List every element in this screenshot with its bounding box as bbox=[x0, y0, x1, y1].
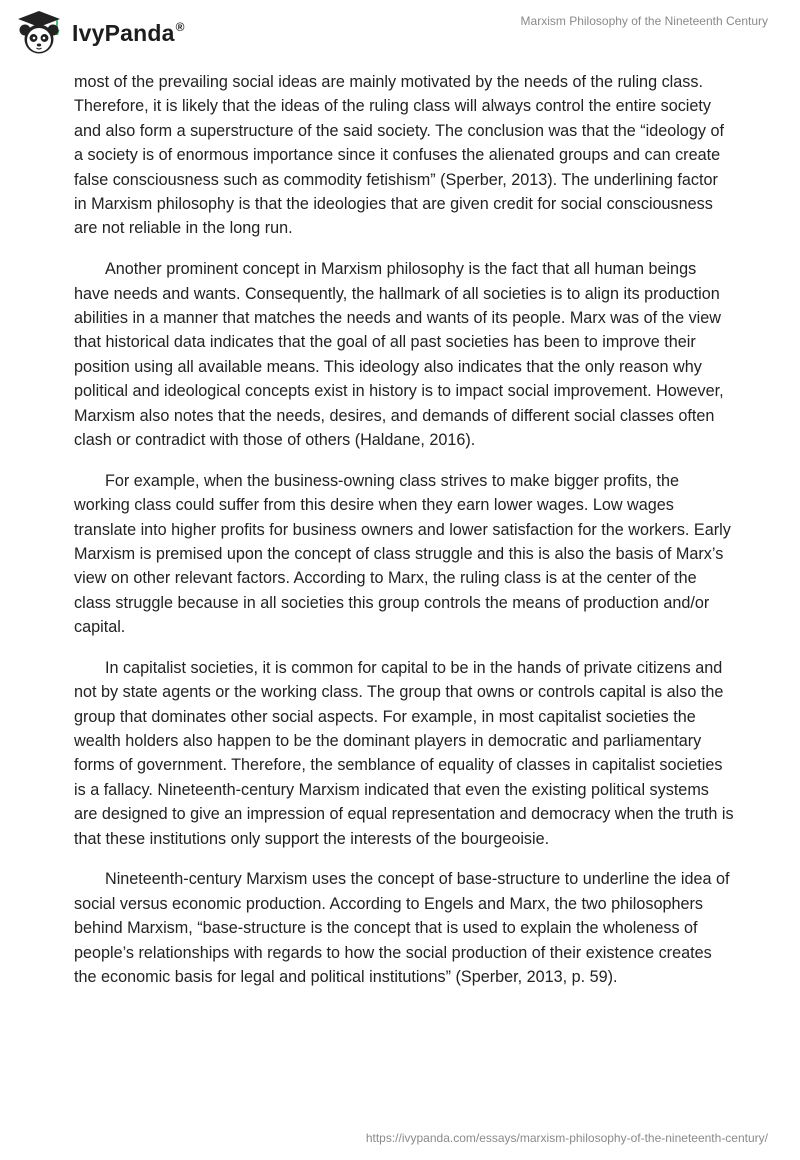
brand-name: IvyPanda® bbox=[72, 19, 185, 46]
paragraph-1: most of the prevailing social ideas are mainly motivated by the needs of the ruling class. Therefore, it is likely that the ideas of the ruling class will always control the entire society and also form a superstructure of the said society. The conclusion was that the “ideology of a society is of enormous importance since it confuses the alienated groups and can create false consciousness such as commodity fetishism” (Sperber, 2013). The underlining factor in Marxism philosophy is that the ideologies that are given credit for social consciousness are not reliable in the long run. bbox=[74, 73, 724, 238]
paragraph-3: For example, when the business-owning class strives to make bigger profits, the working class could suffer from this desire when they earn lower wages. Low wages translate into higher profits for business owners and lower satisfaction for the workers. Early Marxism is premised upon the concept of class struggle and this is also the basis of Marx’s view on other relevant factors. According to Marx, the ruling class is at the center of the class struggle because in all societies this group controls the means of production and/or capital. bbox=[74, 471, 731, 637]
paragraph-5: Nineteenth-century Marxism uses the concept of base-structure to underline the idea of social versus economic production. According to Engels and Marx, the two philosophers behind Marxism, “base-structure is the concept that is used to explain the wholeness of people’s relationships with regards to how the social production of their existence creates the economic basis for legal and political institutions” (Sperber, 2013, p. 59). bbox=[74, 870, 730, 986]
page-header bbox=[0, 0, 800, 70]
panda-graduation-cap-icon bbox=[14, 8, 64, 58]
paragraph-2: Another prominent concept in Marxism philosophy is the fact that all human beings have needs and wants. Consequently, the hallmark of all societies is to align its production abilities in a manner that matches the needs and wants of its people. Marx was of the view that historical data indicates that the goal of all past societies has been to improve their position using all available means. This ideology also indicates that the only reason why political and ideological concepts exist in history is to impact social improvement. However, Marxism also notes that the needs, desires, and demands of different social classes often clash or contradict with those of others (Haldane, 2016). bbox=[74, 260, 724, 449]
document-title: Marxism Philosophy of the Nineteenth Century bbox=[520, 14, 768, 28]
paragraph-4: In capitalist societies, it is common for capital to be in the hands of private citizens and not by state agents or the working class. The group that owns or controls capital is also the group that dominates other social aspects. For example, in most capitalist societies the wealth holders also happen to be the dominant players in democratic and parliamentary forms of government. Therefore, the semblance of equality of classes in capitalist societies is a fallacy. Nineteenth-century Marxism indicated that even the existing political systems are designed to give an impression of equal representation and democracy when the truth is that these institutions only support the interests of the bourgeoisie. bbox=[74, 658, 734, 848]
essay-body bbox=[74, 70, 734, 1006]
registered-mark: ® bbox=[175, 19, 185, 34]
source-url[interactable]: https://ivypanda.com/essays/marxism-philosophy-of-the-nineteenth-century/ bbox=[365, 1131, 768, 1145]
brand-logo[interactable] bbox=[14, 8, 185, 58]
